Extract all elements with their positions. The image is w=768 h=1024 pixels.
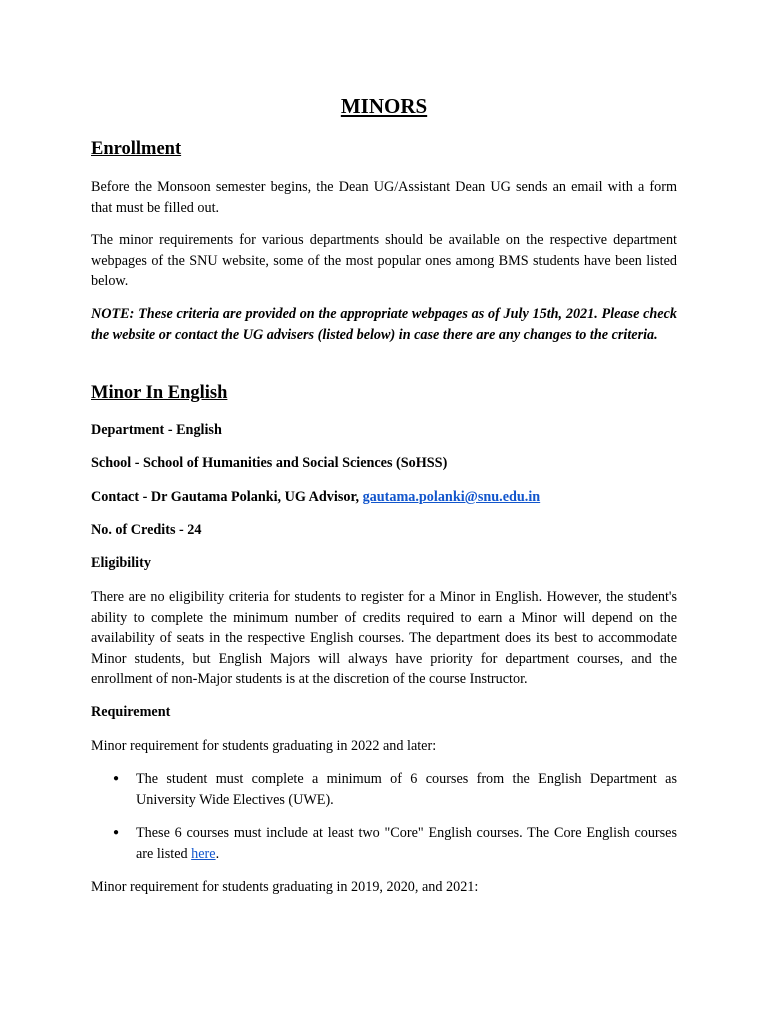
bullet-icon: ● — [113, 773, 120, 784]
requirement-2022-intro: Minor requirement for students graduating in 2022 and later: — [91, 738, 437, 754]
eligibility-heading: Eligibility — [91, 555, 151, 571]
enrollment-heading: Enrollment — [91, 139, 182, 159]
school-line: School - School of Humanities and Social Sciences (SoHSS) — [91, 455, 448, 471]
page-title: MINORS — [340, 94, 428, 118]
enrollment-paragraph-2: The minor requirements for various departments should be available on the respective department webpages of the SNU website, some of the most popular ones among BMS students have been listed below. — [91, 232, 677, 289]
bullet-icon: ● — [113, 827, 120, 838]
contact-line — [91, 487, 677, 508]
bullet-text: The student must complete a minimum of 6 courses from the English Department as University Wide Electives (UWE). — [136, 771, 677, 808]
requirement-2019-intro: Minor requirement for students graduating in 2019, 2020, and 2021: — [91, 879, 479, 895]
contact-label: Contact - Dr Gautama Polanki, UG Advisor, — [91, 489, 363, 505]
criteria-note: NOTE: These criteria are provided on the appropriate webpages as of July 15th, 2021. Please check the website or contact the UG advisers (listed below) in case there are any changes to the criteria. — [91, 306, 677, 343]
enrollment-paragraph-1: Before the Monsoon semester begins, the Dean UG/Assistant Dean UG sends an email with a form that must be filled out. — [91, 179, 677, 216]
credits-line: No. of Credits - 24 — [91, 522, 202, 538]
core-courses-link[interactable]: here — [191, 845, 216, 862]
requirement-2022-list — [91, 769, 677, 877]
requirement-heading: Requirement — [91, 704, 171, 720]
contact-email-link[interactable]: gautama.polanki@snu.edu.in — [362, 489, 541, 505]
eligibility-paragraph: There are no eligibility criteria for students to register for a Minor in English. However, the student's ability to complete the minimum number of credits required to earn a Minor will depend on the availability of seats in the respective English courses. The department does its best to accommodate Minor students, but English Majors will always have priority for department courses, and the enrollment of non-Major students is at the discretion of the course Instructor. — [91, 589, 677, 687]
bullet-text-end: . — [215, 845, 220, 862]
bullet-text: These 6 courses must include at least two "Core" English courses. The Core English courses are listed — [136, 825, 677, 862]
minor-english-heading: Minor In English — [91, 383, 228, 403]
list-item — [91, 769, 677, 810]
list-item — [91, 823, 677, 864]
department-line: Department - English — [91, 422, 222, 438]
